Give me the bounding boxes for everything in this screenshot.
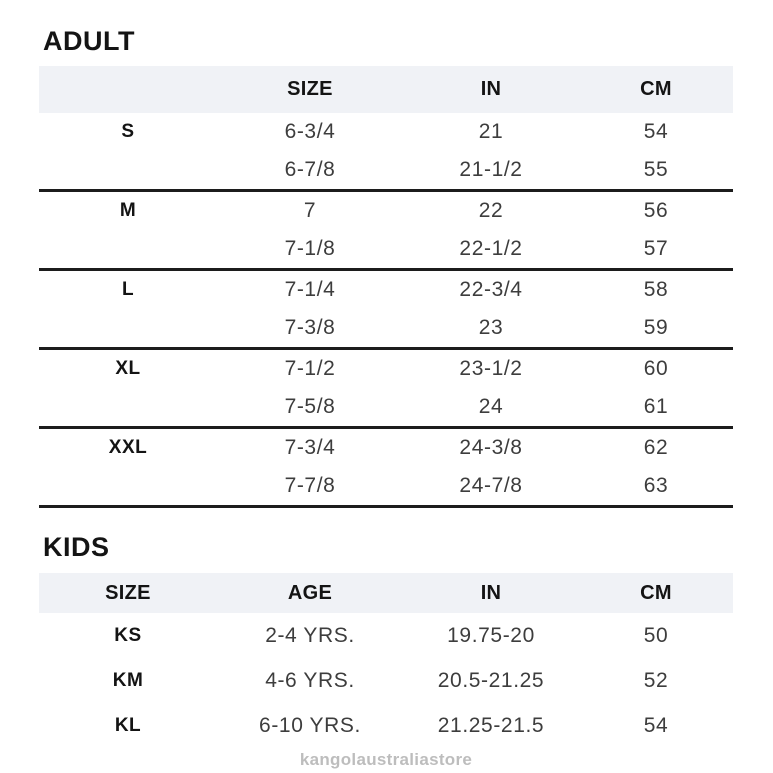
cm-value: 62 [643,436,669,459]
table-row [39,429,733,467]
inches-value: 24 [478,395,504,418]
kids-table-body [39,613,733,748]
adult-size-group-l [39,271,733,350]
cm-value: 57 [643,237,669,260]
table-row [39,113,733,151]
adult-size-group-m [39,192,733,271]
size-label: KS [114,624,142,646]
inches-value: 22-3/4 [459,278,523,301]
table-row [39,309,733,347]
size-value: 6-7/8 [284,158,336,181]
inches-value: 24-3/8 [459,436,523,459]
inches-value: 22 [478,199,504,222]
table-row [39,192,733,230]
inches-value: 21 [478,120,504,143]
inches-value: 23-1/2 [459,357,523,380]
cm-value: 59 [643,316,669,339]
size-label: XL [115,358,141,379]
size-label [39,467,217,505]
cm-value: 55 [643,158,669,181]
size-label [39,388,217,426]
size-value: 7 [303,199,317,222]
kids-col-header-cm: CM [640,581,672,604]
store-watermark: kangolaustraliastore [299,750,473,769]
adult-size-group-s [39,113,733,192]
kids-col-header-age: AGE [287,581,333,604]
kids-table-header [39,573,733,613]
kids-col-header-size: SIZE [105,581,151,604]
kids-col-header-in: IN [480,581,502,604]
size-value: 7-1/2 [284,357,336,380]
size-label: KM [112,669,144,691]
table-row [39,703,733,748]
inches-value: 20.5-21.25 [437,668,545,692]
table-row [39,271,733,309]
size-value: 7-1/4 [284,278,336,301]
inches-value: 22-1/2 [459,237,523,260]
table-row [39,350,733,388]
inches-value: 23 [478,316,504,339]
size-value: 7-3/4 [284,436,336,459]
size-label: KL [114,714,142,736]
adult-size-group-xxl [39,429,733,508]
size-value: 6-3/4 [284,120,336,143]
table-row [39,230,733,268]
size-label [39,230,217,268]
cm-value: 58 [643,278,669,301]
inches-value: 19.75-20 [447,623,535,647]
size-label: XXL [108,437,148,458]
inches-value: 24-7/8 [459,474,523,497]
cm-value: 54 [643,120,669,143]
cm-value: 61 [643,395,669,418]
size-label: S [121,121,135,142]
age-value: 4-6 YRS. [265,668,355,692]
adult-col-header-in: IN [480,78,502,100]
cm-value: 52 [643,668,669,692]
cm-value: 50 [643,623,669,647]
adult-section-title: ADULT [43,26,135,56]
adult-size-group-xl [39,350,733,429]
adult-table-body [39,113,733,508]
cm-value: 54 [643,713,669,737]
cm-value: 56 [643,199,669,222]
size-label: L [121,279,135,300]
size-label [39,151,217,189]
adult-col-header-size: SIZE [287,78,333,100]
adult-col-header-cm: CM [640,78,672,100]
table-row [39,613,733,658]
size-value: 7-5/8 [284,395,336,418]
size-label: M [119,200,137,221]
table-row [39,467,733,505]
table-row [39,388,733,426]
table-row [39,658,733,703]
age-value: 2-4 YRS. [265,623,355,647]
kids-section-title: KIDS [43,532,110,562]
cm-value: 60 [643,357,669,380]
size-value: 7-1/8 [284,237,336,260]
size-value: 7-3/8 [284,316,336,339]
cm-value: 63 [643,474,669,497]
adult-table-header [39,66,733,113]
size-label [39,309,217,347]
table-row [39,151,733,189]
inches-value: 21.25-21.5 [437,713,545,737]
adult-col-header-blank [39,66,217,113]
age-value: 6-10 YRS. [259,713,361,737]
inches-value: 21-1/2 [459,158,523,181]
size-value: 7-7/8 [284,474,336,497]
